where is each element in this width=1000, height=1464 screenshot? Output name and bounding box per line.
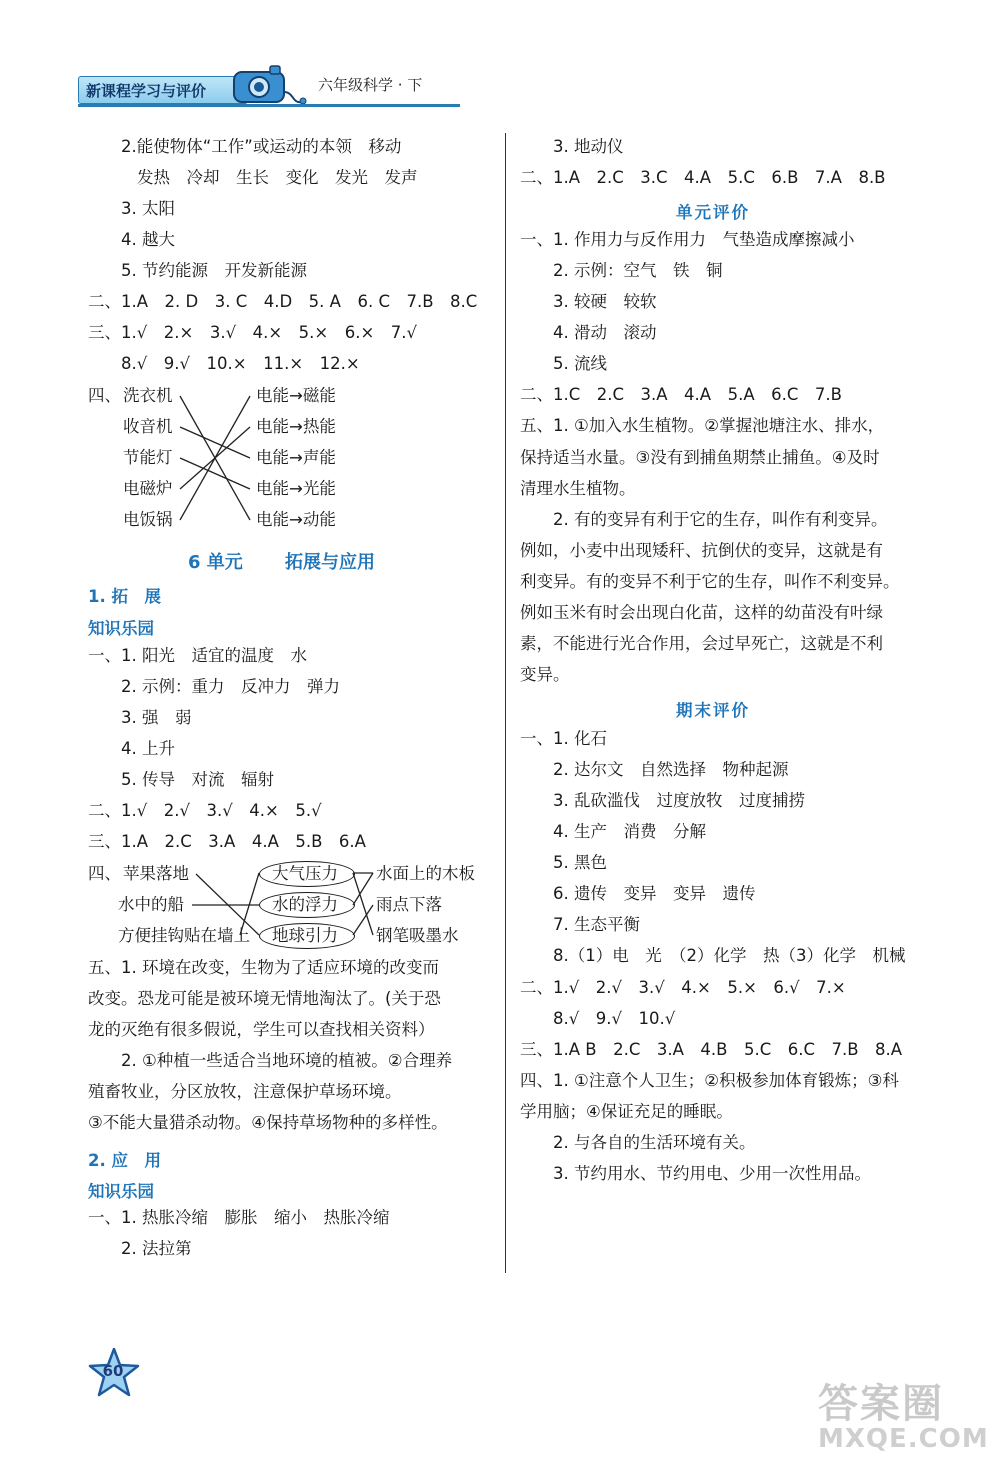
sec1-line: 三、1.A 2.C 3.A 4.A 5.B 6.A (88, 832, 366, 851)
unit-eval-line: 利变异。有的变异不利于它的生存，叫作不利变异。 (520, 572, 900, 591)
unit-eval-line: 3. 较硬 较软 (553, 292, 657, 311)
match-line (353, 873, 373, 935)
unit-eval-line: 清理水生植物。 (520, 479, 636, 498)
sec2-line: 一、1. 热胀冷缩 膨胀 缩小 热胀冷缩 (88, 1208, 390, 1227)
unit-eval-line: 一、1. 作用力与反作用力 气垫造成摩擦减小 (520, 230, 855, 249)
section-title: 2. 应 用 (88, 1151, 161, 1170)
five-line: 殖畜牧业，分区放牧，注意保护草场环境。 (88, 1082, 402, 1101)
match2-middle-item: 水的浮力 (272, 895, 338, 914)
section-subtitle: 知识乐园 (88, 619, 154, 638)
unit-eval-line: 五、1. ①加入水生植物。②掌握池塘注水、排水， (520, 416, 885, 435)
watermark-logo: 答案圈 (818, 1381, 944, 1427)
sec1-line: 5. 传导 对流 辐射 (121, 770, 274, 789)
match1-prefix: 四、 (88, 386, 121, 405)
final-eval-line: 学用脑；④保证充足的睡眠。 (520, 1102, 733, 1121)
match-line (353, 873, 373, 905)
match2-left-item: 苹果落地 (123, 864, 189, 883)
match-line (353, 905, 373, 935)
match2-left-item: 水中的船 (118, 895, 184, 914)
final-eval-line: 6. 遗传 变异 变异 遗传 (553, 884, 756, 903)
final-eval-line: 二、1.√ 2.√ 3.√ 4.× 5.× 6.√ 7.× (520, 978, 846, 997)
match1-right-item: 电能→声能 (256, 448, 336, 467)
unit-eval-line: 例如，小麦中出现矮秆、抗倒伏的变异，这就是有 (520, 541, 883, 560)
final-eval-title: 期末评价 (676, 701, 750, 720)
final-eval-line: 8.（1）电 光 （2）化学 热（3）化学 机械 (553, 946, 906, 965)
five-line: 改变。恐龙可能是被环境无情地淘汰了。(关于恐 (88, 989, 441, 1008)
sec2-line: 2. 法拉第 (121, 1239, 192, 1258)
column-divider (505, 133, 506, 1273)
final-eval-line: 4. 生产 消费 分解 (553, 822, 706, 841)
left-line-3: 3. 太阳 (121, 199, 175, 218)
match1-right-item: 电能→磁能 (256, 386, 336, 405)
left-line-4: 4. 越大 (121, 230, 175, 249)
final-eval-line: 5. 黑色 (553, 853, 607, 872)
unit-subtitle: 拓展与应用 (285, 552, 375, 573)
section-title: 1. 拓 展 (88, 587, 161, 606)
five-line: 2. ①种植一些适合当地环境的植被。②合理养 (121, 1051, 453, 1070)
unit-eval-line: 变异。 (520, 665, 570, 684)
unit-eval-line: 2. 有的变异有利于它的生存，叫作有利变异。 (553, 510, 888, 529)
section-subtitle: 知识乐园 (88, 1182, 154, 1201)
five-line: 五、1. 环境在改变，生物为了适应环境的改变而 (88, 958, 439, 977)
match1-right-item: 电能→动能 (256, 510, 336, 529)
unit-eval-line: 二、1.C 2.C 3.A 4.A 5.A 6.C 7.B (520, 385, 842, 404)
match1-left-item: 电磁炉 (123, 479, 173, 498)
final-eval-line: 2. 达尔文 自然选择 物种起源 (553, 760, 789, 779)
final-eval-line: 8.√ 9.√ 10.√ (553, 1009, 676, 1028)
left-line-7: 三、1.√ 2.× 3.√ 4.× 5.× 6.× 7.√ (88, 323, 418, 342)
unit-eval-line: 4. 滑动 滚动 (553, 323, 657, 342)
final-eval-line: 3. 乱砍滥伐 过度放牧 过度捕捞 (553, 791, 805, 810)
unit-eval-line: 素，不能进行光合作用，会过早死亡，这就是不利 (520, 634, 883, 653)
sec1-line: 4. 上升 (121, 739, 175, 758)
match1-left-item: 收音机 (123, 417, 173, 436)
final-eval-line: 三、1.A B 2.C 3.A 4.B 5.C 6.C 7.B 8.A (520, 1040, 903, 1059)
unit-title: 6 单元 (188, 552, 243, 573)
left-line-5: 5. 节约能源 开发新能源 (121, 261, 307, 280)
match2-middle-item: 大气压力 (272, 864, 338, 883)
unit-eval-line: 保持适当水量。③没有到捕鱼期禁止捕鱼。④及时 (520, 448, 880, 467)
unit-eval-title: 单元评价 (676, 203, 750, 222)
left-line-2: 发热 冷却 生长 变化 发光 发声 (137, 168, 418, 187)
match1-right-item: 电能→热能 (256, 417, 336, 436)
match2-lines (0, 0, 500, 960)
match2-right-item: 钢笔吸墨水 (376, 926, 459, 945)
sec1-line: 二、1.√ 2.√ 3.√ 4.× 5.√ (88, 801, 322, 820)
subject-label: 六年级科学 · 下 (318, 76, 423, 94)
page-number: 60 (102, 1362, 124, 1380)
sec1-line: 2. 示例：重力 反冲力 弹力 (121, 677, 340, 696)
final-eval-line: 2. 与各自的生活环境有关。 (553, 1133, 756, 1152)
five-line: ③不能大量猎杀动物。④保持草场物种的多样性。 (88, 1113, 448, 1132)
watermark-url: MXQE.COM (818, 1424, 989, 1454)
unit-eval-line: 5. 流线 (553, 354, 607, 373)
match2-left-item: 方便挂钩贴在墙上 (118, 926, 250, 945)
left-line-6: 二、1.A 2. D 3. C 4.D 5. A 6. C 7.B 8.C (88, 292, 478, 311)
final-eval-line: 7. 生态平衡 (553, 915, 640, 934)
final-eval-line: 一、1. 化石 (520, 729, 607, 748)
final-eval-line: 3. 节约用水、节约用电、少用一次性用品。 (553, 1164, 871, 1183)
right-line: 3. 地动仪 (553, 137, 624, 156)
left-line-8: 8.√ 9.√ 10.× 11.× 12.× (121, 354, 360, 373)
match2-middle-item: 地球引力 (272, 926, 338, 945)
unit-eval-line: 2. 示例：空气 铁 铜 (553, 261, 723, 280)
left-line-1: 2.能使物体“工作”或运动的本领 移动 (121, 137, 402, 156)
book-title: 新课程学习与评价 (86, 82, 207, 100)
unit-eval-line: 例如玉米有时会出现白化苗，这样的幼苗没有叶绿 (520, 603, 883, 622)
final-eval-line: 四、1. ①注意个人卫生；②积极参加体育锻炼；③科 (520, 1071, 899, 1090)
match1-right-item: 电能→光能 (256, 479, 336, 498)
right-line: 二、1.A 2.C 3.C 4.A 5.C 6.B 7.A 8.B (520, 168, 886, 187)
match2-prefix: 四、 (88, 864, 121, 883)
match2-right-item: 水面上的木板 (376, 864, 475, 883)
match1-left-item: 节能灯 (123, 448, 173, 467)
match2-right-item: 雨点下落 (376, 895, 442, 914)
sec1-line: 3. 强 弱 (121, 708, 192, 727)
match1-left-item: 洗衣机 (123, 386, 173, 405)
five-line: 龙的灭绝有很多假说，学生可以查找相关资料） (88, 1020, 435, 1039)
match1-left-item: 电饭锅 (123, 510, 173, 529)
sec1-line: 一、1. 阳光 适宜的温度 水 (88, 646, 307, 665)
